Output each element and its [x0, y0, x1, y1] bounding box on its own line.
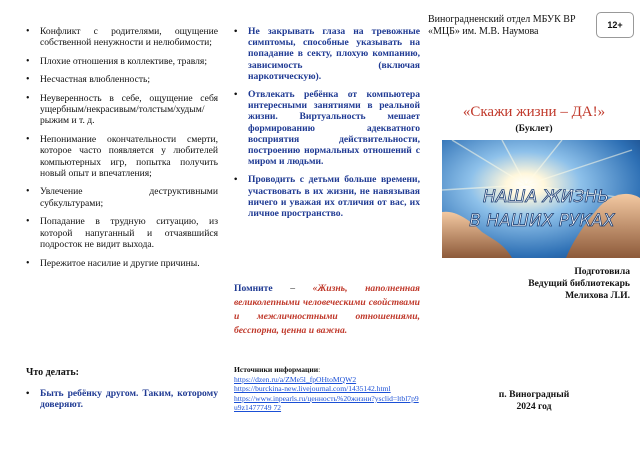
sources-title: Источники информации [234, 365, 319, 374]
list-item: • Конфликт с родителями, ощущение собственной ненужности и нелюбимости; [26, 26, 218, 49]
advice-list [234, 26, 420, 226]
credit-line: Мелихова Л.И. [565, 290, 630, 301]
remember-quote: «Жизнь, наполненная великолепными человеческими свойствами и межличностными отношениями, бесспорна, ценна и важна. [234, 282, 420, 336]
what-to-do-list [26, 388, 218, 417]
booklet-title: «Скажи жизни – ДА!» [462, 104, 606, 120]
remember-word: Помните [234, 282, 273, 294]
list-item: • Плохие отношения в коллективе, травля; [26, 56, 218, 67]
credit-line: Ведущий библиотекарь [528, 278, 630, 289]
cover-image [442, 140, 640, 258]
list-item: • Быть ребёнку другом. Таким, которому доверяют. [26, 388, 218, 410]
list-item: • Отвлекать ребёнка от компьютера интересными занятиями в реальной жизни. Виртуальность мешает формированию адекватного восприятия действительности, построению нормальных отношений с миром и людьми. [234, 89, 420, 167]
source-link[interactable]: https://www.inpearls.ru/ценность%20жизни?ysclid=ltbl7p9u9z1477749 72 [234, 393, 419, 413]
booklet-subtitle: (Буклет) [515, 123, 553, 134]
hands-light-illustration [442, 140, 640, 258]
list-item: • Пережитое насилие и другие причины. [26, 258, 218, 269]
source-link[interactable]: https://burckina-new.livejournal.com/1435142.html [234, 384, 391, 394]
sources-block [234, 365, 420, 413]
list-item: • Не закрывать глаза на тревожные симптомы, способные указывать на попадание в секту, плохую компанию, зависимость (включая наркотическую). [234, 26, 420, 82]
organization-name: Виноградненский отдел МБУК ВР «МЦБ» им. М.В. Наумова [428, 14, 576, 37]
year: 2024 год [516, 401, 552, 412]
caption-line-1: НАША ЖИЗНЬ [483, 187, 609, 207]
list-item: • Неуверенность в себе, ощущение себя ущербным/некрасивым/толстым/худым/рыжим и т. д. [26, 93, 218, 127]
sources-colon: : [318, 365, 321, 374]
age-rating-badge: 12+ [596, 12, 634, 38]
remember-dash: – [272, 282, 313, 294]
credit-block [460, 266, 630, 302]
list-item: • Проводить с детьми больше времени, участвовать в их жизни, не навязывая ничего и уважая их отличия от вас, их личное пространство. [234, 174, 420, 219]
list-item: • Непонимание окончательности смерти, которое часто появляется у любителей компьютерных игр, попытка получить новый опыт и впечатления; [26, 134, 218, 180]
remember-paragraph [234, 282, 420, 338]
caption-line-2: В НАШИХ РУКАХ [469, 211, 615, 231]
risk-factors-list [26, 26, 218, 276]
list-item: • Несчастная влюбленность; [26, 74, 218, 85]
source-link[interactable]: https://dzen.ru/a/ZMe5l_fpOHtoMQW2 [234, 374, 357, 384]
list-item: • Попадание в трудную ситуацию, из которой напуганный и отчаявшийся подросток не видит выхода. [26, 216, 218, 250]
list-item: • Увлечение деструктивными субкультурами; [26, 186, 218, 209]
what-to-do-heading: Что делать: [26, 367, 79, 378]
place-and-year [428, 389, 640, 413]
place-name: п. Виноградный [498, 389, 570, 400]
credit-line: Подготовила [574, 266, 630, 277]
